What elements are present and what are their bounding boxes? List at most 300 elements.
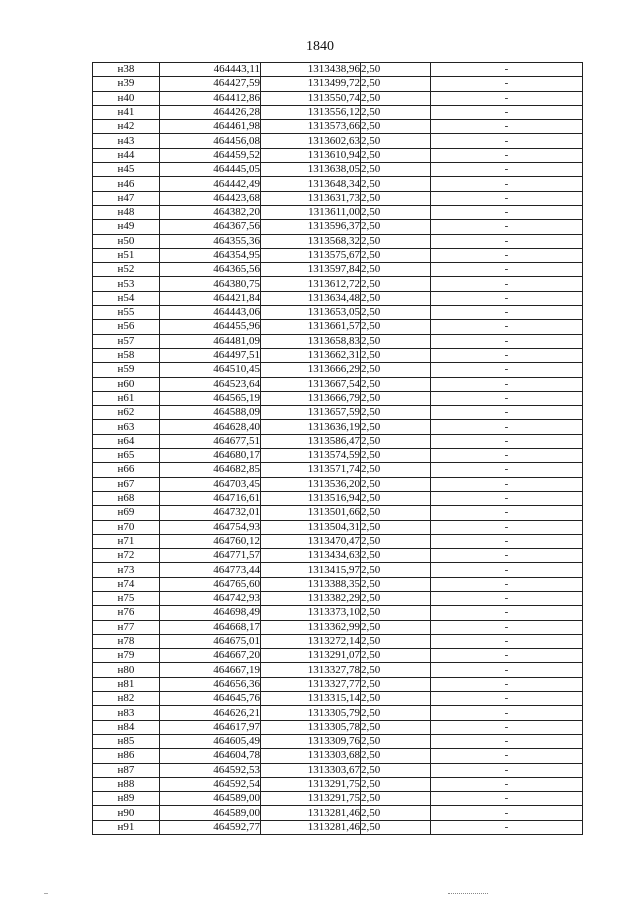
table-row xyxy=(93,434,583,448)
value-cell: 2,50 xyxy=(361,91,431,105)
point-id-cell: н73 xyxy=(93,563,160,577)
note-cell: - xyxy=(431,248,583,262)
point-id-cell: н71 xyxy=(93,534,160,548)
x-coordinate-cell: 464667,20 xyxy=(160,649,261,663)
note-cell: - xyxy=(431,105,583,119)
x-coordinate-cell: 464742,93 xyxy=(160,591,261,605)
note-cell: - xyxy=(431,577,583,591)
note-cell: - xyxy=(431,363,583,377)
note-cell: - xyxy=(431,334,583,348)
value-cell: 2,50 xyxy=(361,663,431,677)
table-row xyxy=(93,163,583,177)
value-cell: 2,50 xyxy=(361,420,431,434)
x-coordinate-cell: 464605,49 xyxy=(160,734,261,748)
table-row xyxy=(93,534,583,548)
note-cell: - xyxy=(431,406,583,420)
value-cell: 2,50 xyxy=(361,720,431,734)
note-cell: - xyxy=(431,463,583,477)
note-cell: - xyxy=(431,191,583,205)
x-coordinate-cell: 464677,51 xyxy=(160,434,261,448)
x-coordinate-cell: 464604,78 xyxy=(160,749,261,763)
y-coordinate-cell: 1313657,59 xyxy=(261,406,361,420)
x-coordinate-cell: 464682,85 xyxy=(160,463,261,477)
value-cell: 2,50 xyxy=(361,806,431,820)
x-coordinate-cell: 464617,97 xyxy=(160,720,261,734)
table-row xyxy=(93,463,583,477)
y-coordinate-cell: 1313666,79 xyxy=(261,391,361,405)
value-cell: 2,50 xyxy=(361,763,431,777)
point-id-cell: н68 xyxy=(93,491,160,505)
point-id-cell: н77 xyxy=(93,620,160,634)
scan-mark xyxy=(44,893,48,894)
coordinates-table-body xyxy=(93,63,583,835)
note-cell: - xyxy=(431,120,583,134)
point-id-cell: н85 xyxy=(93,734,160,748)
y-coordinate-cell: 1313303,68 xyxy=(261,749,361,763)
x-coordinate-cell: 464380,75 xyxy=(160,277,261,291)
point-id-cell: н39 xyxy=(93,77,160,91)
table-row xyxy=(93,406,583,420)
x-coordinate-cell: 464592,77 xyxy=(160,820,261,834)
value-cell: 2,50 xyxy=(361,506,431,520)
table-row xyxy=(93,692,583,706)
note-cell: - xyxy=(431,692,583,706)
value-cell: 2,50 xyxy=(361,334,431,348)
x-coordinate-cell: 464565,19 xyxy=(160,391,261,405)
note-cell: - xyxy=(431,91,583,105)
point-id-cell: н55 xyxy=(93,306,160,320)
table-row xyxy=(93,749,583,763)
note-cell: - xyxy=(431,534,583,548)
x-coordinate-cell: 464592,54 xyxy=(160,777,261,791)
table-row xyxy=(93,649,583,663)
point-id-cell: н56 xyxy=(93,320,160,334)
table-row xyxy=(93,277,583,291)
value-cell: 2,50 xyxy=(361,291,431,305)
note-cell: - xyxy=(431,434,583,448)
table-row xyxy=(93,63,583,77)
note-cell: - xyxy=(431,348,583,362)
x-coordinate-cell: 464445,05 xyxy=(160,163,261,177)
point-id-cell: н47 xyxy=(93,191,160,205)
note-cell: - xyxy=(431,63,583,77)
value-cell: 2,50 xyxy=(361,620,431,634)
point-id-cell: н88 xyxy=(93,777,160,791)
table-row xyxy=(93,234,583,248)
value-cell: 2,50 xyxy=(361,120,431,134)
y-coordinate-cell: 1313382,29 xyxy=(261,591,361,605)
point-id-cell: н45 xyxy=(93,163,160,177)
value-cell: 2,50 xyxy=(361,406,431,420)
y-coordinate-cell: 1313499,72 xyxy=(261,77,361,91)
y-coordinate-cell: 1313327,77 xyxy=(261,677,361,691)
value-cell: 2,50 xyxy=(361,634,431,648)
value-cell: 2,50 xyxy=(361,449,431,463)
note-cell: - xyxy=(431,220,583,234)
table-row xyxy=(93,391,583,405)
point-id-cell: н42 xyxy=(93,120,160,134)
y-coordinate-cell: 1313470,47 xyxy=(261,534,361,548)
value-cell: 2,50 xyxy=(361,749,431,763)
value-cell: 2,50 xyxy=(361,177,431,191)
note-cell: - xyxy=(431,320,583,334)
note-cell: - xyxy=(431,234,583,248)
value-cell: 2,50 xyxy=(361,163,431,177)
point-id-cell: н69 xyxy=(93,506,160,520)
x-coordinate-cell: 464765,60 xyxy=(160,577,261,591)
value-cell: 2,50 xyxy=(361,549,431,563)
y-coordinate-cell: 1313658,83 xyxy=(261,334,361,348)
note-cell: - xyxy=(431,620,583,634)
x-coordinate-cell: 464443,06 xyxy=(160,306,261,320)
y-coordinate-cell: 1313661,57 xyxy=(261,320,361,334)
value-cell: 2,50 xyxy=(361,63,431,77)
note-cell: - xyxy=(431,563,583,577)
point-id-cell: н57 xyxy=(93,334,160,348)
table-row xyxy=(93,220,583,234)
y-coordinate-cell: 1313281,46 xyxy=(261,820,361,834)
point-id-cell: н80 xyxy=(93,663,160,677)
value-cell: 2,50 xyxy=(361,277,431,291)
note-cell: - xyxy=(431,591,583,605)
point-id-cell: н91 xyxy=(93,820,160,834)
value-cell: 2,50 xyxy=(361,234,431,248)
x-coordinate-cell: 464421,84 xyxy=(160,291,261,305)
table-row xyxy=(93,491,583,505)
point-id-cell: н72 xyxy=(93,549,160,563)
point-id-cell: н89 xyxy=(93,792,160,806)
table-row xyxy=(93,177,583,191)
point-id-cell: н74 xyxy=(93,577,160,591)
value-cell: 2,50 xyxy=(361,191,431,205)
x-coordinate-cell: 464680,17 xyxy=(160,449,261,463)
table-row xyxy=(93,663,583,677)
y-coordinate-cell: 1313291,75 xyxy=(261,777,361,791)
y-coordinate-cell: 1313648,34 xyxy=(261,177,361,191)
x-coordinate-cell: 464427,59 xyxy=(160,77,261,91)
point-id-cell: н40 xyxy=(93,91,160,105)
table-row xyxy=(93,792,583,806)
point-id-cell: н90 xyxy=(93,806,160,820)
note-cell: - xyxy=(431,148,583,162)
value-cell: 2,50 xyxy=(361,320,431,334)
x-coordinate-cell: 464456,08 xyxy=(160,134,261,148)
point-id-cell: н59 xyxy=(93,363,160,377)
scan-mark xyxy=(448,893,488,895)
y-coordinate-cell: 1313610,94 xyxy=(261,148,361,162)
y-coordinate-cell: 1313305,79 xyxy=(261,706,361,720)
y-coordinate-cell: 1313662,31 xyxy=(261,348,361,362)
value-cell: 2,50 xyxy=(361,477,431,491)
y-coordinate-cell: 1313434,63 xyxy=(261,549,361,563)
note-cell: - xyxy=(431,649,583,663)
x-coordinate-cell: 464628,40 xyxy=(160,420,261,434)
point-id-cell: н48 xyxy=(93,205,160,219)
point-id-cell: н63 xyxy=(93,420,160,434)
note-cell: - xyxy=(431,606,583,620)
point-id-cell: н65 xyxy=(93,449,160,463)
value-cell: 2,50 xyxy=(361,491,431,505)
table-row xyxy=(93,506,583,520)
table-row xyxy=(93,577,583,591)
y-coordinate-cell: 1313602,63 xyxy=(261,134,361,148)
value-cell: 2,50 xyxy=(361,363,431,377)
point-id-cell: н41 xyxy=(93,105,160,119)
note-cell: - xyxy=(431,391,583,405)
point-id-cell: н49 xyxy=(93,220,160,234)
note-cell: - xyxy=(431,177,583,191)
note-cell: - xyxy=(431,477,583,491)
point-id-cell: н58 xyxy=(93,348,160,362)
note-cell: - xyxy=(431,806,583,820)
y-coordinate-cell: 1313556,12 xyxy=(261,105,361,119)
x-coordinate-cell: 464716,61 xyxy=(160,491,261,505)
value-cell: 2,50 xyxy=(361,820,431,834)
note-cell: - xyxy=(431,449,583,463)
table-row xyxy=(93,734,583,748)
table-row xyxy=(93,477,583,491)
x-coordinate-cell: 464423,68 xyxy=(160,191,261,205)
table-row xyxy=(93,777,583,791)
table-row xyxy=(93,449,583,463)
point-id-cell: н51 xyxy=(93,248,160,262)
table-row xyxy=(93,91,583,105)
x-coordinate-cell: 464668,17 xyxy=(160,620,261,634)
table-row xyxy=(93,263,583,277)
x-coordinate-cell: 464497,51 xyxy=(160,348,261,362)
note-cell: - xyxy=(431,777,583,791)
note-cell: - xyxy=(431,420,583,434)
point-id-cell: н79 xyxy=(93,649,160,663)
value-cell: 2,50 xyxy=(361,591,431,605)
value-cell: 2,50 xyxy=(361,606,431,620)
x-coordinate-cell: 464365,56 xyxy=(160,263,261,277)
value-cell: 2,50 xyxy=(361,792,431,806)
point-id-cell: н81 xyxy=(93,677,160,691)
x-coordinate-cell: 464461,98 xyxy=(160,120,261,134)
y-coordinate-cell: 1313596,37 xyxy=(261,220,361,234)
point-id-cell: н76 xyxy=(93,606,160,620)
note-cell: - xyxy=(431,520,583,534)
value-cell: 2,50 xyxy=(361,77,431,91)
point-id-cell: н84 xyxy=(93,720,160,734)
table-row xyxy=(93,291,583,305)
y-coordinate-cell: 1313634,48 xyxy=(261,291,361,305)
table-row xyxy=(93,77,583,91)
table-row xyxy=(93,320,583,334)
value-cell: 2,50 xyxy=(361,134,431,148)
table-row xyxy=(93,191,583,205)
point-id-cell: н53 xyxy=(93,277,160,291)
x-coordinate-cell: 464771,57 xyxy=(160,549,261,563)
table-row xyxy=(93,105,583,119)
x-coordinate-cell: 464481,09 xyxy=(160,334,261,348)
value-cell: 2,50 xyxy=(361,706,431,720)
x-coordinate-cell: 464732,01 xyxy=(160,506,261,520)
value-cell: 2,50 xyxy=(361,220,431,234)
note-cell: - xyxy=(431,792,583,806)
value-cell: 2,50 xyxy=(361,563,431,577)
y-coordinate-cell: 1313611,00 xyxy=(261,205,361,219)
y-coordinate-cell: 1313516,94 xyxy=(261,491,361,505)
point-id-cell: н70 xyxy=(93,520,160,534)
table-row xyxy=(93,677,583,691)
value-cell: 2,50 xyxy=(361,263,431,277)
x-coordinate-cell: 464455,96 xyxy=(160,320,261,334)
note-cell: - xyxy=(431,306,583,320)
note-cell: - xyxy=(431,291,583,305)
value-cell: 2,50 xyxy=(361,577,431,591)
note-cell: - xyxy=(431,77,583,91)
x-coordinate-cell: 464773,44 xyxy=(160,563,261,577)
y-coordinate-cell: 1313667,54 xyxy=(261,377,361,391)
note-cell: - xyxy=(431,491,583,505)
table-row xyxy=(93,148,583,162)
table-row xyxy=(93,620,583,634)
y-coordinate-cell: 1313291,75 xyxy=(261,792,361,806)
y-coordinate-cell: 1313315,14 xyxy=(261,692,361,706)
y-coordinate-cell: 1313631,73 xyxy=(261,191,361,205)
x-coordinate-cell: 464592,53 xyxy=(160,763,261,777)
table-row xyxy=(93,763,583,777)
y-coordinate-cell: 1313309,76 xyxy=(261,734,361,748)
x-coordinate-cell: 464443,11 xyxy=(160,63,261,77)
point-id-cell: н64 xyxy=(93,434,160,448)
value-cell: 2,50 xyxy=(361,434,431,448)
table-row xyxy=(93,306,583,320)
y-coordinate-cell: 1313281,46 xyxy=(261,806,361,820)
note-cell: - xyxy=(431,163,583,177)
y-coordinate-cell: 1313568,32 xyxy=(261,234,361,248)
table-row xyxy=(93,563,583,577)
point-id-cell: н46 xyxy=(93,177,160,191)
table-row xyxy=(93,120,583,134)
note-cell: - xyxy=(431,277,583,291)
y-coordinate-cell: 1313362,99 xyxy=(261,620,361,634)
value-cell: 2,50 xyxy=(361,649,431,663)
table-row xyxy=(93,377,583,391)
y-coordinate-cell: 1313501,66 xyxy=(261,506,361,520)
y-coordinate-cell: 1313636,19 xyxy=(261,420,361,434)
y-coordinate-cell: 1313612,72 xyxy=(261,277,361,291)
y-coordinate-cell: 1313573,66 xyxy=(261,120,361,134)
note-cell: - xyxy=(431,134,583,148)
table-row xyxy=(93,706,583,720)
value-cell: 2,50 xyxy=(361,692,431,706)
y-coordinate-cell: 1313305,78 xyxy=(261,720,361,734)
value-cell: 2,50 xyxy=(361,734,431,748)
value-cell: 2,50 xyxy=(361,148,431,162)
note-cell: - xyxy=(431,205,583,219)
x-coordinate-cell: 464367,56 xyxy=(160,220,261,234)
y-coordinate-cell: 1313550,74 xyxy=(261,91,361,105)
y-coordinate-cell: 1313303,67 xyxy=(261,763,361,777)
point-id-cell: н86 xyxy=(93,749,160,763)
point-id-cell: н38 xyxy=(93,63,160,77)
value-cell: 2,50 xyxy=(361,306,431,320)
x-coordinate-cell: 464412,86 xyxy=(160,91,261,105)
y-coordinate-cell: 1313666,29 xyxy=(261,363,361,377)
y-coordinate-cell: 1313388,35 xyxy=(261,577,361,591)
note-cell: - xyxy=(431,706,583,720)
table-row xyxy=(93,248,583,262)
note-cell: - xyxy=(431,663,583,677)
table-row xyxy=(93,134,583,148)
value-cell: 2,50 xyxy=(361,377,431,391)
x-coordinate-cell: 464426,28 xyxy=(160,105,261,119)
value-cell: 2,50 xyxy=(361,205,431,219)
table-row xyxy=(93,549,583,563)
x-coordinate-cell: 464589,00 xyxy=(160,792,261,806)
coordinates-table xyxy=(92,62,583,835)
x-coordinate-cell: 464626,21 xyxy=(160,706,261,720)
note-cell: - xyxy=(431,377,583,391)
point-id-cell: н54 xyxy=(93,291,160,305)
note-cell: - xyxy=(431,720,583,734)
y-coordinate-cell: 1313653,05 xyxy=(261,306,361,320)
x-coordinate-cell: 464760,12 xyxy=(160,534,261,548)
table-row xyxy=(93,720,583,734)
point-id-cell: н50 xyxy=(93,234,160,248)
y-coordinate-cell: 1313327,78 xyxy=(261,663,361,677)
point-id-cell: н87 xyxy=(93,763,160,777)
y-coordinate-cell: 1313574,59 xyxy=(261,449,361,463)
table-row xyxy=(93,606,583,620)
x-coordinate-cell: 464675,01 xyxy=(160,634,261,648)
point-id-cell: н66 xyxy=(93,463,160,477)
table-row xyxy=(93,634,583,648)
table-row xyxy=(93,420,583,434)
table-row xyxy=(93,348,583,362)
y-coordinate-cell: 1313586,47 xyxy=(261,434,361,448)
note-cell: - xyxy=(431,263,583,277)
page-number: 1840 xyxy=(306,39,334,54)
x-coordinate-cell: 464354,95 xyxy=(160,248,261,262)
point-id-cell: н62 xyxy=(93,406,160,420)
value-cell: 2,50 xyxy=(361,520,431,534)
point-id-cell: н82 xyxy=(93,692,160,706)
x-coordinate-cell: 464588,09 xyxy=(160,406,261,420)
value-cell: 2,50 xyxy=(361,777,431,791)
table-row xyxy=(93,806,583,820)
note-cell: - xyxy=(431,677,583,691)
y-coordinate-cell: 1313597,84 xyxy=(261,263,361,277)
note-cell: - xyxy=(431,634,583,648)
x-coordinate-cell: 464442,49 xyxy=(160,177,261,191)
x-coordinate-cell: 464382,20 xyxy=(160,205,261,219)
x-coordinate-cell: 464754,93 xyxy=(160,520,261,534)
point-id-cell: н44 xyxy=(93,148,160,162)
value-cell: 2,50 xyxy=(361,248,431,262)
y-coordinate-cell: 1313575,67 xyxy=(261,248,361,262)
point-id-cell: н67 xyxy=(93,477,160,491)
point-id-cell: н52 xyxy=(93,263,160,277)
note-cell: - xyxy=(431,506,583,520)
point-id-cell: н43 xyxy=(93,134,160,148)
value-cell: 2,50 xyxy=(361,348,431,362)
x-coordinate-cell: 464703,45 xyxy=(160,477,261,491)
point-id-cell: н61 xyxy=(93,391,160,405)
value-cell: 2,50 xyxy=(361,534,431,548)
x-coordinate-cell: 464667,19 xyxy=(160,663,261,677)
note-cell: - xyxy=(431,734,583,748)
y-coordinate-cell: 1313504,31 xyxy=(261,520,361,534)
x-coordinate-cell: 464459,52 xyxy=(160,148,261,162)
note-cell: - xyxy=(431,763,583,777)
x-coordinate-cell: 464510,45 xyxy=(160,363,261,377)
value-cell: 2,50 xyxy=(361,463,431,477)
x-coordinate-cell: 464698,49 xyxy=(160,606,261,620)
